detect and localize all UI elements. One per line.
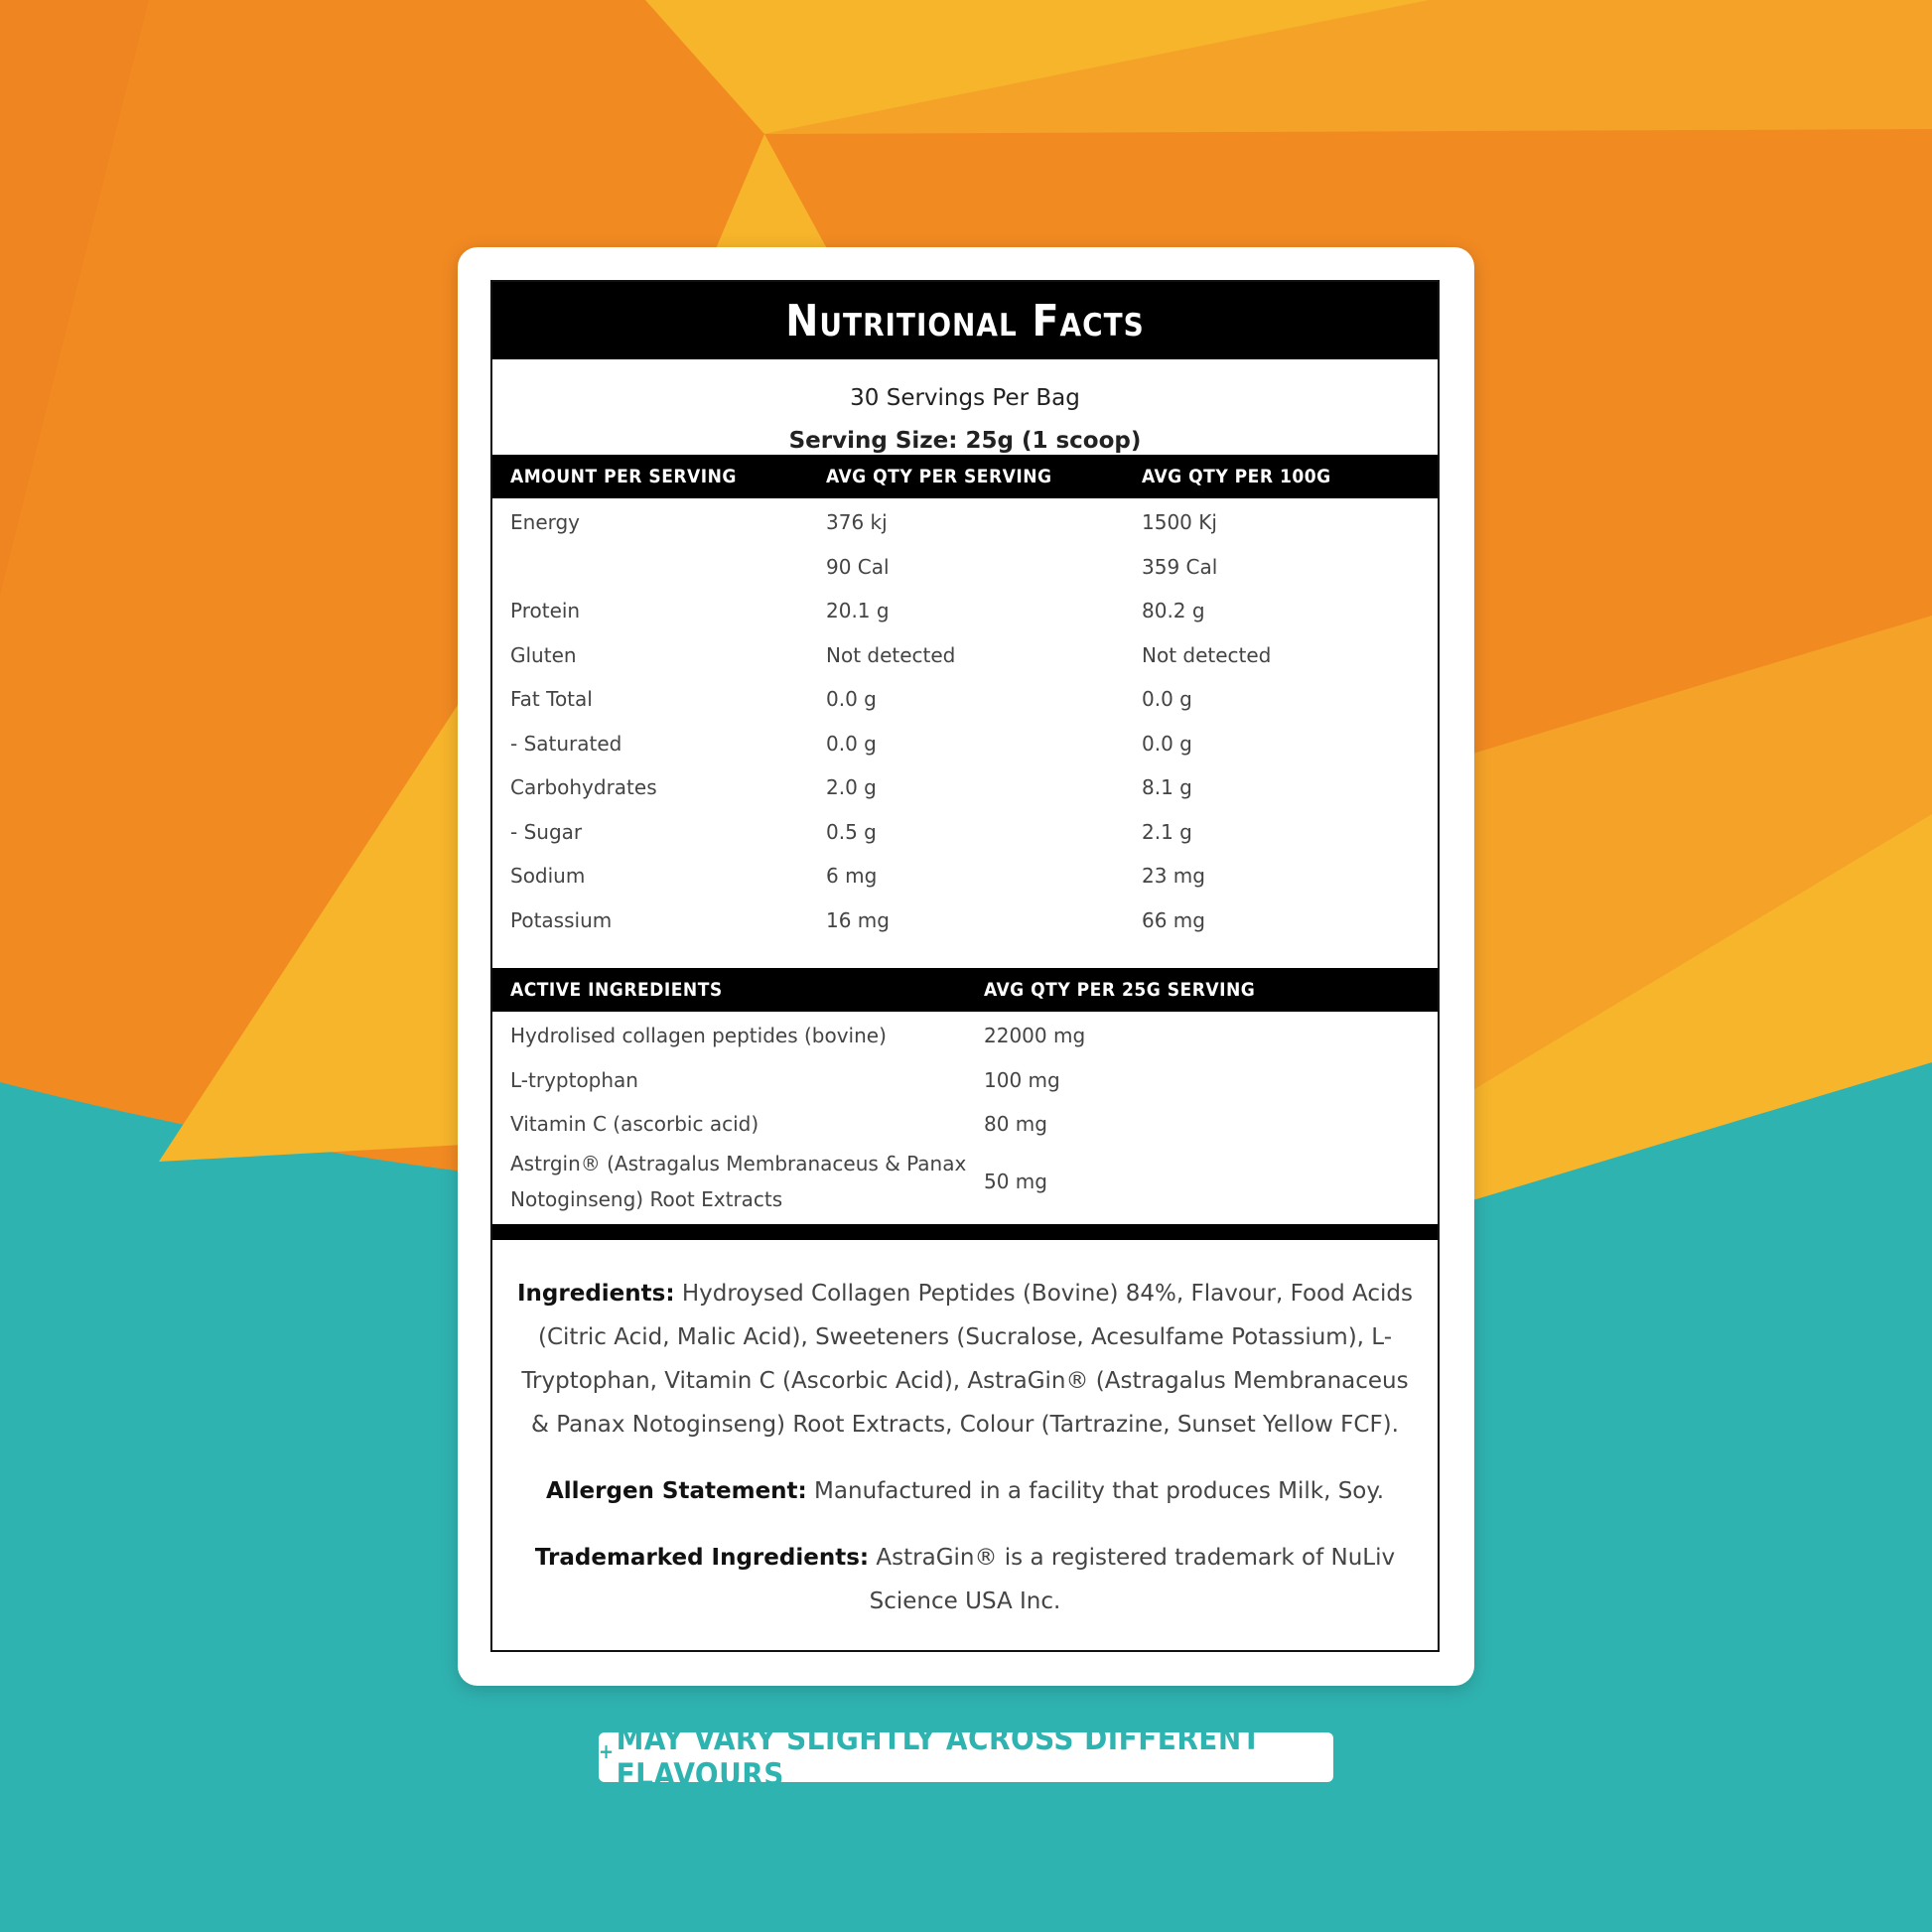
- table-row: [492, 1147, 1438, 1216]
- serving-size: Serving Size: 25g (1 scoop): [788, 428, 1142, 454]
- qty-per-serving: 2.0 g: [826, 775, 877, 800]
- nutrient-name: Carbohydrates: [510, 775, 657, 800]
- ingredient-qty: 100 mg: [984, 1067, 1060, 1092]
- table-row: [492, 677, 1438, 722]
- nutrient-name: Sodium: [510, 864, 586, 889]
- table-row: [492, 633, 1438, 678]
- ingredient-name: Vitamin C (ascorbic acid): [510, 1112, 759, 1137]
- ingredient-name: L-tryptophan: [510, 1067, 638, 1092]
- table-row: [492, 589, 1438, 633]
- qty-per-serving: 20.1 g: [826, 599, 890, 623]
- ingredients-label: Ingredients:: [517, 1280, 675, 1307]
- ingredients-statement: [516, 1272, 1414, 1447]
- footnote-text: MAY VARY SLIGHTLY ACROSS DIFFERENT FLAVOURS: [616, 1722, 1262, 1793]
- qty-per-serving: 16 mg: [826, 907, 890, 932]
- qty-per-100g: 23 mg: [1142, 864, 1205, 889]
- ingredient-name: Hydrolised collagen peptides (bovine): [510, 1024, 887, 1048]
- table-row: [492, 765, 1438, 810]
- ingredient-qty: 50 mg: [984, 1169, 1047, 1193]
- nutrition-table-header: [492, 455, 1438, 498]
- table-row: [492, 545, 1438, 590]
- trademark-label: Trademarked Ingredients:: [534, 1544, 870, 1571]
- nutrient-name: Potassium: [510, 907, 613, 932]
- nutrient-name: - Saturated: [510, 731, 622, 756]
- nutrition-table-body: [492, 498, 1438, 968]
- qty-per-serving: 0.0 g: [826, 731, 877, 756]
- nutrient-name: Protein: [510, 599, 581, 623]
- ingredient-name: Astrgin® (Astragalus Membranaceus & Panax Notoginseng) Root Extracts: [510, 1151, 967, 1211]
- ingredient-qty: 80 mg: [984, 1112, 1047, 1137]
- nutrient-name: - Sugar: [510, 819, 583, 844]
- table-row: [492, 722, 1438, 766]
- qty-per-serving: 0.0 g: [826, 687, 877, 712]
- table-row: [492, 854, 1438, 898]
- nutrient-name: Energy: [510, 510, 581, 535]
- qty-per-serving: 376 kj: [826, 510, 888, 535]
- table-row: [492, 898, 1438, 943]
- qty-per-serving: 0.5 g: [826, 819, 877, 844]
- header-active-ingredients: ACTIVE INGREDIENTS: [510, 979, 723, 1001]
- ingredients-section: [492, 1240, 1438, 1623]
- qty-per-serving: 90 Cal: [826, 554, 890, 579]
- ingredients-text: Hydroysed Collagen Peptides (Bovine) 84%, Flavour, Food Acids (Citric Acid, Malic Acid), Sweeteners (Sucralose, Acesulfame Potassium), L-Tryptophan, Vitamin C (Ascorbic Acid), AstraGin® (Astragalus Membranaceus & Panax Notoginseng) Root Extracts, Colour (Tartrazine, Sunset Yellow FCF).: [521, 1280, 1413, 1438]
- table-row: [492, 1102, 1438, 1147]
- header-avg-qty-per-100g: AVG QTY PER 100G: [1142, 466, 1331, 487]
- allergen-label: Allergen Statement:: [545, 1477, 807, 1504]
- flavour-footnote: [599, 1722, 1333, 1793]
- qty-per-serving: Not detected: [826, 642, 956, 667]
- ingredient-qty: 22000 mg: [984, 1024, 1086, 1048]
- qty-per-serving: 6 mg: [826, 864, 878, 889]
- qty-per-100g: 8.1 g: [1142, 775, 1192, 800]
- qty-per-100g: 359 Cal: [1142, 554, 1218, 579]
- active-ingredients-body: [492, 1012, 1438, 1216]
- allergen-text: Manufactured in a facility that produces Milk, Soy.: [814, 1477, 1385, 1504]
- header-avg-qty-per-25g: AVG QTY PER 25G SERVING: [984, 979, 1256, 1001]
- panel-title: Nutritional Facts: [492, 282, 1438, 359]
- qty-per-100g: 80.2 g: [1142, 599, 1205, 623]
- serving-info: [492, 359, 1438, 455]
- qty-per-100g: 0.0 g: [1142, 687, 1192, 712]
- header-amount-per-serving: AMOUNT PER SERVING: [510, 466, 737, 487]
- table-row: [492, 810, 1438, 855]
- servings-per-bag: 30 Servings Per Bag: [850, 385, 1080, 411]
- qty-per-100g: 0.0 g: [1142, 731, 1192, 756]
- active-ingredients-header: [492, 968, 1438, 1012]
- nutrition-card: [458, 247, 1474, 1686]
- section-divider: [492, 1224, 1438, 1240]
- qty-per-100g: 66 mg: [1142, 907, 1205, 932]
- qty-per-100g: 1500 Kj: [1142, 510, 1217, 535]
- qty-per-100g: 2.1 g: [1142, 819, 1192, 844]
- qty-per-100g: Not detected: [1142, 642, 1272, 667]
- allergen-statement: [516, 1469, 1414, 1513]
- nutrient-name: Fat Total: [510, 687, 593, 712]
- table-row: [492, 500, 1438, 545]
- nutrition-panel: [490, 280, 1440, 1652]
- header-avg-qty-per-serving: AVG QTY PER SERVING: [826, 466, 1052, 487]
- nutrient-name: Gluten: [510, 642, 577, 667]
- table-row: [492, 1058, 1438, 1103]
- footnote-mark: +: [599, 1739, 615, 1763]
- trademark-statement: [516, 1536, 1414, 1623]
- trademark-text: AstraGin® is a registered trademark of NuLiv Science USA Inc.: [869, 1544, 1396, 1614]
- table-row: [492, 1014, 1438, 1058]
